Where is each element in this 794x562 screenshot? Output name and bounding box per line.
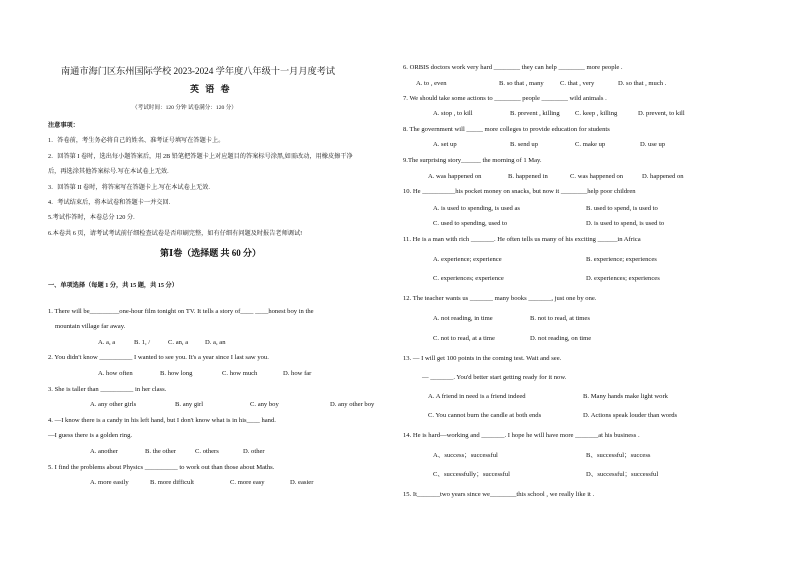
option: B. not to read, at times [530, 315, 590, 322]
question-stem: 1. There will be_________one-hour film tonight on TV. It tells a story of____ ____honest boy in the [48, 308, 314, 315]
option: C. more easy [230, 479, 265, 486]
option: D. other [243, 448, 265, 455]
option: D. a, an [205, 339, 226, 346]
option: D. how far [283, 370, 312, 377]
option: C. make up [575, 141, 606, 148]
note-item: 5.考试作答时，本卷总分 120 分. [48, 214, 135, 221]
option: A. stop , to kill [433, 110, 473, 117]
question-stem: 13. — I will get 100 points in the coming test. Wait and see. [403, 355, 562, 362]
option: B. Many hands make light work [583, 393, 668, 400]
question-stem: —I guess there is a golden ring. [48, 432, 133, 439]
option: B. how long [160, 370, 193, 377]
option: A. set up [433, 141, 457, 148]
option: B. used to spend, is used to [586, 205, 658, 212]
option: B. experience; experiences [586, 256, 657, 263]
option: D. use up [640, 141, 666, 148]
option: C. used to spending, used to [433, 220, 508, 227]
note-item: 1．答卷前，考生务必将自己的姓名、准考证号填写在答题卡上。 [48, 137, 225, 144]
option: A. is used to spending, is used as [433, 205, 520, 212]
option: C. that , very [560, 80, 595, 87]
option: B. any girl [175, 401, 204, 408]
option: C. any boy [250, 401, 279, 408]
option: B. the other [145, 448, 176, 455]
option: B. more difficult [150, 479, 195, 486]
note-item: 后，再选涂其他答案标号.写在本试卷上无效. [48, 168, 169, 175]
option: B. happened in [508, 173, 548, 180]
option: B、successful；success [586, 452, 651, 459]
question-stem: 9.The surprising story______ the morning of 1 May. [403, 157, 542, 164]
option: A. a, a [98, 339, 116, 346]
option: B. prevent , killing [510, 110, 560, 117]
option: D. happened on [642, 173, 684, 180]
option: C. was happened on [570, 173, 624, 180]
question-stem: 15. It_______two years since we________this school , we really like it . [403, 491, 595, 498]
question-stem: 7. We should take some actions to ________ people ________ wild animals . [403, 95, 607, 102]
option: D. is used to spend, is used to [586, 220, 665, 227]
note-item: 3．回答第 II 卷时，将答案写在答题卡上.写在本试卷上无效. [48, 184, 210, 191]
note-item: 2．回答第 I 卷时，选出每小题答案后，用 2B 铅笔把答题卡上对应题目的答案标号涂黑,如需改动，用橡皮擦干净 [48, 153, 353, 160]
right-column [400, 0, 794, 562]
question-stem: 8. The government will _____ more colleges to provide education for students [403, 126, 610, 133]
option: C. You cannot burn the candle at both ends [428, 412, 542, 419]
option: C. experiences; experience [433, 275, 504, 282]
option: D. any other boy [330, 401, 375, 408]
option: A. not reading, in time [433, 315, 493, 322]
question-stem: 14. He is hard—working and _______. I hope he will have more _______at his business . [403, 432, 640, 439]
exam-meta: （考试时间：120 分钟 试卷满分：120 分） [132, 105, 237, 111]
option: A. how often [98, 370, 133, 377]
option: D. Actions speak louder than words [583, 412, 678, 419]
option: C. others [195, 448, 219, 455]
question-stem: 5. I find the problems about Physics __________ to work out than those about Maths. [48, 464, 275, 471]
section-title: 第Ⅰ卷（选择题 共 60 分） [160, 248, 261, 258]
question-stem: 3. She is taller than __________ in her class. [48, 386, 167, 393]
option: C. not to read, at a time [433, 335, 495, 342]
notes-heading: 注意事项： [48, 122, 79, 129]
option: D. not reading, on time [530, 335, 592, 342]
option: D、successful；successful [586, 471, 659, 478]
option: B. 1, / [134, 339, 151, 346]
option: A. experience; experience [433, 256, 502, 263]
option: B. send up [510, 141, 539, 148]
question-stem: 6. ORBIS doctors work very hard ________ they can help ________ more people . [403, 64, 623, 71]
question-stem: 4. —I know there is a candy in his left hand, but I don't know what is in his____ hand. [48, 417, 276, 424]
option: A. was happened on [428, 173, 482, 180]
option: A. A friend in need is a friend indeed [428, 393, 526, 400]
option: C. keep , killing [575, 110, 618, 117]
question-stem: mountain village far away. [55, 323, 126, 330]
question-stem: 10. He __________his pocket money on snacks, but now it ________help poor children [403, 188, 636, 195]
option: C. how much [222, 370, 258, 377]
part-one-heading: 一、单项选择（每题 1 分，共 15 题，共 15 分） [48, 282, 178, 289]
option: B. so that , many [499, 80, 544, 87]
exam-title: 南通市海门区东州国际学校 2023-2024 学年度八年级十一月月度考试 [61, 66, 336, 76]
question-stem: 2. You didn't know __________ I wanted to see you. It's a year since I last saw you. [48, 354, 269, 361]
note-item: 6.本卷共 6 页，请考试考试前仔细检查试卷是否印刷完整，如有仔细有问题及时报告老师调试! [48, 230, 303, 237]
option: A. another [90, 448, 118, 455]
note-item: 4．考试结束后，将本试卷和答题卡一并交回. [48, 199, 171, 206]
option: D. prevent, to kill [638, 110, 685, 117]
option: C. an, a [168, 339, 189, 346]
option: A. any other girls [90, 401, 137, 408]
option: D. experiences; experiences [586, 275, 660, 282]
question-stem: 11. He is a man with rich _______. He often tells us many of his exciting ______in Africa [403, 236, 641, 243]
option: D. easier [290, 479, 314, 486]
option: C、successfully；successful [433, 471, 510, 478]
exam-subtitle: 英 语 卷 [190, 84, 232, 94]
option: D. so that , much . [618, 80, 667, 87]
question-stem: 12. The teacher wants us _______ many books _______, just one by one. [403, 295, 597, 302]
question-stem: — _______. You'd better start getting ready for it now. [422, 374, 567, 381]
option: A. more easily [90, 479, 129, 486]
option: A. to , even [416, 80, 447, 87]
option: A、success；successful [433, 452, 498, 459]
